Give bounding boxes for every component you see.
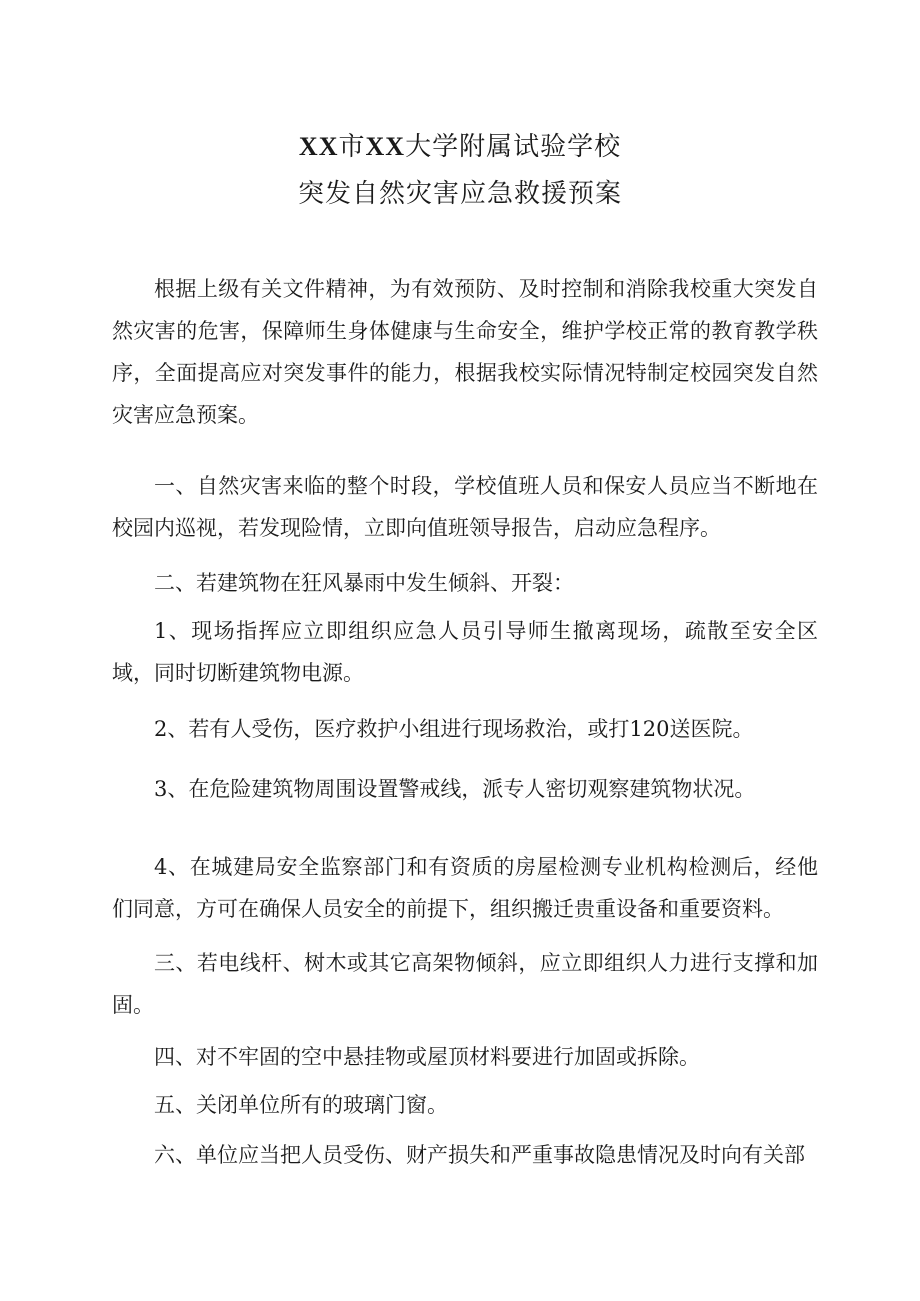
title-placeholder-city: XX xyxy=(298,132,339,161)
title-placeholder-university: XX xyxy=(365,132,406,161)
paragraph-section-4: 四、对不牢固的空中悬挂物或屋顶材料要进行加固或拆除。 xyxy=(154,1045,700,1069)
document-title-line-2: 突发自然灾害应急救援预案 xyxy=(297,179,622,209)
paragraph-item-2: 2、若有人受伤，医疗救护小组进行现场救治，或打120送医院。 xyxy=(154,717,754,741)
paragraph-item-3: 3、在危险建筑物周围设置警戒线，派专人密切观察建筑物状况。 xyxy=(154,777,756,801)
paragraph-item-4: 4、在城建局安全监察部门和有资质的房屋检测专业机构检测后，经他们同意，方可在确保人员安全的前提下，组织搬迁贵重设备和重要资料。 xyxy=(112,855,818,921)
title-city-char: 市 xyxy=(338,132,366,162)
paragraph-section-3: 三、若电线杆、树木或其它高架物倾斜，应立即组织人力进行支撑和加固。 xyxy=(112,951,818,1017)
paragraph-section-6: 六、单位应当把人员受伤、财产损失和严重事故隐患情况及时向有关部 xyxy=(154,1143,805,1167)
paragraph-intro: 根据上级有关文件精神，为有效预防、及时控制和消除我校重大突发自然灾害的危害，保障师生身体健康与生命安全，维护学校正常的教育教学秩序，全面提高应对突发事件的能力，根据我校实际情况特制定校园突发自然灾害应急预案。 xyxy=(112,277,818,427)
paragraph-section-2: 二、若建筑物在狂风暴雨中发生倾斜、开裂： xyxy=(154,571,574,595)
document-title-line-1 xyxy=(0,131,920,163)
paragraph-section-5: 五、关闭单位所有的玻璃门窗。 xyxy=(154,1093,448,1117)
paragraph-section-1: 一、自然灾害来临的整个时段，学校值班人员和保安人员应当不断地在校园内巡视，若发现险情，立即向值班领导报告，启动应急程序。 xyxy=(112,474,818,540)
paragraph-item-1: 1、现场指挥应立即组织应急人员引导师生撤离现场，疏散至安全区域，同时切断建筑物电源。 xyxy=(112,619,818,685)
title-school-name: 大学附属试验学校 xyxy=(405,132,622,162)
